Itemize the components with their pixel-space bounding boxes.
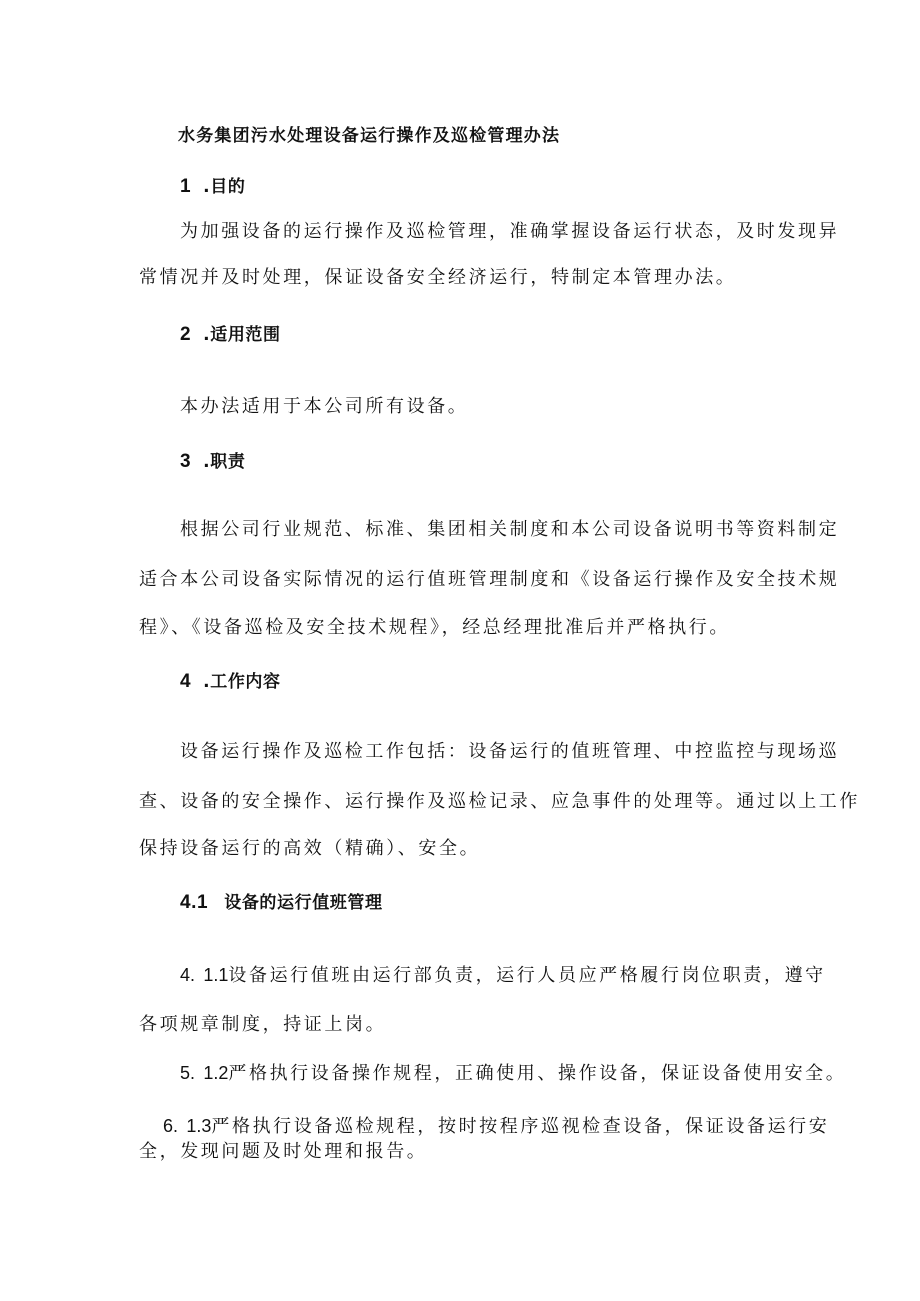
item-text: 严格执行设备操作规程，正确使用、操作设备，保证设备使用安全。 [228, 1063, 847, 1084]
paragraph-line: 设备运行操作及巡检工作包括：设备运行的值班管理、中控监控与现场巡 [180, 741, 840, 762]
paragraph-line: 常情况并及时处理，保证设备安全经济运行，特制定本管理办法。 [139, 267, 737, 288]
list-item [163, 1114, 829, 1139]
subsection-heading-duty-management [180, 891, 383, 915]
paragraph-line: 保持设备运行的高效（精确）、安全。 [139, 838, 481, 859]
item-code: 1.3 [186, 1116, 212, 1136]
item-code: 1.1 [203, 965, 229, 985]
paragraph-line: 程》、《设备巡检及安全技术规程》，经总经理批准后并严格执行。 [139, 617, 730, 638]
list-item [180, 963, 826, 988]
paragraph-line: 全，发现问题及时处理和报告。 [139, 1141, 428, 1162]
section-title: .职责 [203, 452, 246, 472]
section-number: 4.1 [180, 892, 209, 913]
section-number: 4 [180, 671, 192, 692]
item-text: 严格执行设备巡检规程，按时按程序巡视检查设备，保证设备运行安 [211, 1116, 830, 1137]
paragraph-line: 适合本公司设备实际情况的运行值班管理制度和《设备运行操作及安全技术规 [139, 569, 840, 590]
paragraph-line: 根据公司行业规范、标准、集团相关制度和本公司设备说明书等资料制定 [180, 519, 840, 540]
paragraph-line: 各项规章制度，持证上岗。 [139, 1014, 387, 1035]
section-title: .目的 [203, 177, 246, 197]
document-title: 水务集团污水处理设备运行操作及巡检管理办法 [178, 126, 561, 146]
section-title: .工作内容 [203, 672, 281, 692]
section-title: 设备的运行值班管理 [224, 893, 383, 913]
item-number: 4. [180, 965, 196, 985]
item-number: 6. [163, 1116, 179, 1136]
section-title: .适用范围 [203, 325, 281, 345]
paragraph-line: 查、设备的安全操作、运行操作及巡检记录、应急事件的处理等。通过以上工作 [139, 791, 860, 812]
section-heading-scope [180, 323, 281, 347]
paragraph-line: 为加强设备的运行操作及巡检管理，准确掌握设备运行状态，及时发现异 [180, 221, 840, 242]
section-heading-work-content [180, 670, 281, 694]
section-heading-purpose [180, 175, 245, 199]
item-text: 设备运行值班由运行部负责，运行人员应严格履行岗位职责，遵守 [228, 965, 826, 986]
item-code: 1.2 [203, 1063, 229, 1083]
section-number: 3 [180, 451, 192, 472]
item-number: 5. [180, 1063, 196, 1083]
list-item [180, 1061, 846, 1086]
section-number: 1 [180, 176, 192, 197]
paragraph-line: 本办法适用于本公司所有设备。 [180, 396, 469, 417]
section-number: 2 [180, 324, 192, 345]
section-heading-responsibilities [180, 450, 245, 474]
